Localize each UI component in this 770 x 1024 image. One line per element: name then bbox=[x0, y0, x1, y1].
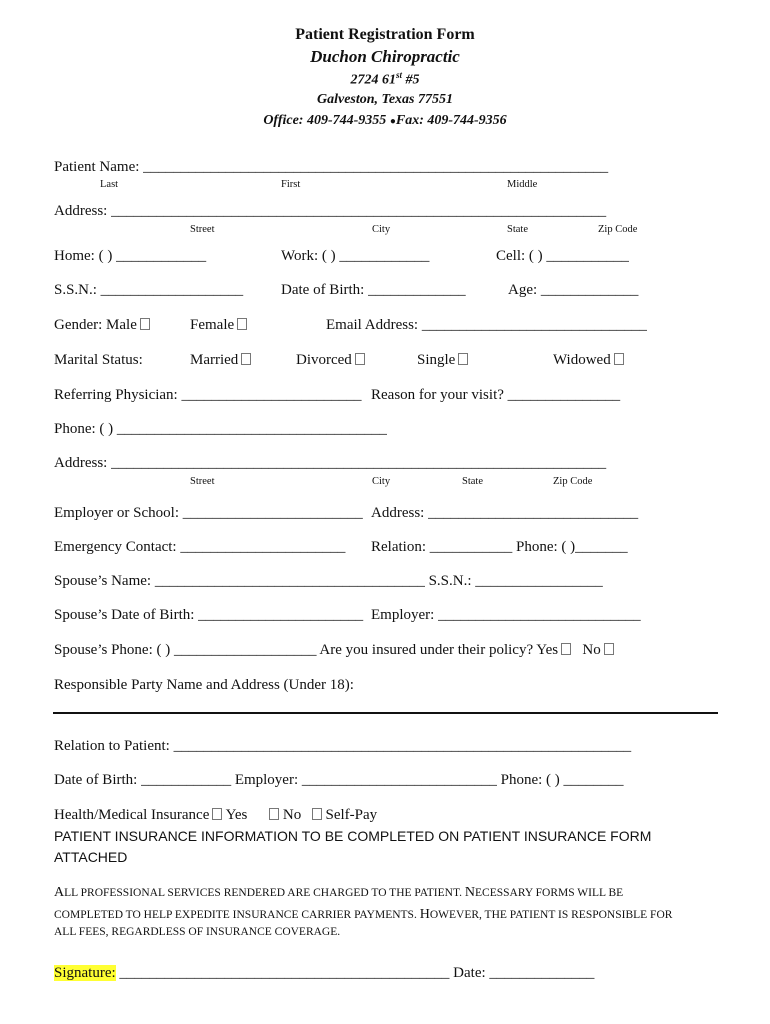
state2-caption: State bbox=[462, 476, 483, 487]
city2-caption: City bbox=[372, 476, 391, 487]
age-field[interactable]: Age: _____________ bbox=[508, 282, 639, 298]
spouse-dob-field[interactable]: Spouse’s Date of Birth: ______________________ bbox=[54, 607, 364, 623]
widowed-option[interactable]: Widowed bbox=[553, 352, 624, 369]
disclaimer-line2: COMPLETED TO HELP EXPEDITE INSURANCE CARRIER PAYMENTS. HOWEVER, THE PATIENT IS RESPONSIBLE FOR bbox=[54, 907, 673, 922]
single-option[interactable]: Single bbox=[417, 352, 468, 369]
spouse-name-field[interactable]: Spouse’s Name: ____________________________________ S.S.N.: _________________ bbox=[54, 573, 603, 589]
employer-address-field[interactable]: Address: ____________________________ bbox=[371, 505, 639, 521]
male-checkbox[interactable] bbox=[140, 318, 150, 330]
disclaimer-line1: ALL PROFESSIONAL SERVICES RENDERED ARE CHARGED TO THE PATIENT. NECESSARY FORMS WILL BE bbox=[54, 885, 624, 900]
signature-label: Signature: bbox=[54, 965, 116, 981]
employer-field[interactable]: Employer or School: ________________________ bbox=[54, 505, 363, 521]
gender-female-option[interactable]: Female bbox=[190, 317, 247, 334]
practice-street: 2724 61st #5 bbox=[350, 70, 420, 88]
signature-field[interactable]: ____________________________________________ bbox=[115, 965, 454, 981]
last-caption: Last bbox=[100, 179, 119, 190]
divorced-option[interactable]: Divorced bbox=[296, 352, 365, 369]
disclaimer-line3: ALL FEES, REGARDLESS OF INSURANCE COVERAGE. bbox=[54, 926, 341, 938]
visit-reason-field[interactable]: Reason for your visit? _______________ bbox=[371, 387, 621, 403]
responsible-dob-employer-phone-field[interactable]: Date of Birth: ____________ Employer: __________________________ Phone: ( ) ________ bbox=[54, 772, 624, 788]
married-checkbox[interactable] bbox=[241, 353, 251, 365]
zip2-caption: Zip Code bbox=[553, 476, 593, 487]
ssn-field[interactable]: S.S.N.: ___________________ bbox=[54, 282, 244, 298]
gender-male-option[interactable]: Gender: Male bbox=[54, 317, 150, 334]
home-phone-field[interactable]: Home: ( ) ____________ bbox=[54, 248, 207, 264]
responsible-party-line[interactable] bbox=[53, 712, 718, 714]
spouse-phone-field[interactable]: Spouse’s Phone: ( ) ___________________ Are you insured under their policy? Yes No bbox=[54, 642, 614, 659]
relation-to-patient-field[interactable]: Relation to Patient: _____________________________________________________________ bbox=[54, 738, 632, 754]
insurance-yes-checkbox[interactable] bbox=[212, 808, 222, 820]
state-caption: State bbox=[507, 224, 528, 235]
referring-physician-field[interactable]: Referring Physician: ________________________ bbox=[54, 387, 362, 403]
self-pay-checkbox[interactable] bbox=[312, 808, 322, 820]
widowed-checkbox[interactable] bbox=[614, 353, 624, 365]
marital-status-label: Marital Status: bbox=[54, 352, 143, 368]
street-caption: Street bbox=[190, 224, 215, 235]
address2-field[interactable]: Address: __________________________________________________________________ bbox=[54, 455, 607, 471]
insured-no-checkbox[interactable] bbox=[604, 643, 614, 655]
form-title: Patient Registration Form bbox=[295, 26, 475, 43]
married-option[interactable]: Married bbox=[190, 352, 251, 369]
email-field[interactable]: Email Address: ______________________________ bbox=[326, 317, 647, 333]
insurance-notice-line1: PATIENT INSURANCE INFORMATION TO BE COMPLETED ON PATIENT INSURANCE FORM bbox=[54, 828, 652, 844]
practice-name: Duchon Chiropractic bbox=[310, 47, 460, 66]
responsible-party-label: Responsible Party Name and Address (Under 18): bbox=[54, 677, 354, 693]
insured-yes-checkbox[interactable] bbox=[561, 643, 571, 655]
street2-caption: Street bbox=[190, 476, 215, 487]
work-phone-field[interactable]: Work: ( ) ____________ bbox=[281, 248, 430, 264]
insurance-notice-line2: ATTACHED bbox=[54, 849, 128, 865]
insurance-no-checkbox[interactable] bbox=[269, 808, 279, 820]
patient-name-field[interactable]: Patient Name: ______________________________________________________________ bbox=[54, 159, 609, 175]
middle-caption: Middle bbox=[507, 179, 538, 190]
dob-field[interactable]: Date of Birth: _____________ bbox=[281, 282, 466, 298]
city-caption: City bbox=[372, 224, 391, 235]
signature-row bbox=[54, 965, 594, 982]
female-checkbox[interactable] bbox=[237, 318, 247, 330]
single-checkbox[interactable] bbox=[458, 353, 468, 365]
phone-field[interactable]: Phone: ( ) ____________________________________ bbox=[54, 421, 387, 437]
address-field[interactable]: Address: __________________________________________________________________ bbox=[54, 203, 607, 219]
insurance-options: Health/Medical Insurance Yes No Self-Pay bbox=[54, 807, 378, 823]
practice-contact: Office: 409-744-9355 ●Fax: 409-744-9356 bbox=[263, 113, 507, 128]
cell-phone-field[interactable]: Cell: ( ) ___________ bbox=[496, 248, 629, 264]
spouse-employer-field[interactable]: Employer: ___________________________ bbox=[371, 607, 641, 623]
relation-phone-field[interactable]: Relation: ___________ Phone: ( )_______ bbox=[371, 539, 628, 555]
first-caption: First bbox=[281, 179, 301, 190]
divorced-checkbox[interactable] bbox=[355, 353, 365, 365]
emergency-contact-field[interactable]: Emergency Contact: ______________________ bbox=[54, 539, 346, 555]
zip-caption: Zip Code bbox=[598, 224, 638, 235]
practice-city: Galveston, Texas 77551 bbox=[317, 92, 453, 107]
signature-date-field[interactable]: Date: ______________ bbox=[453, 965, 595, 981]
